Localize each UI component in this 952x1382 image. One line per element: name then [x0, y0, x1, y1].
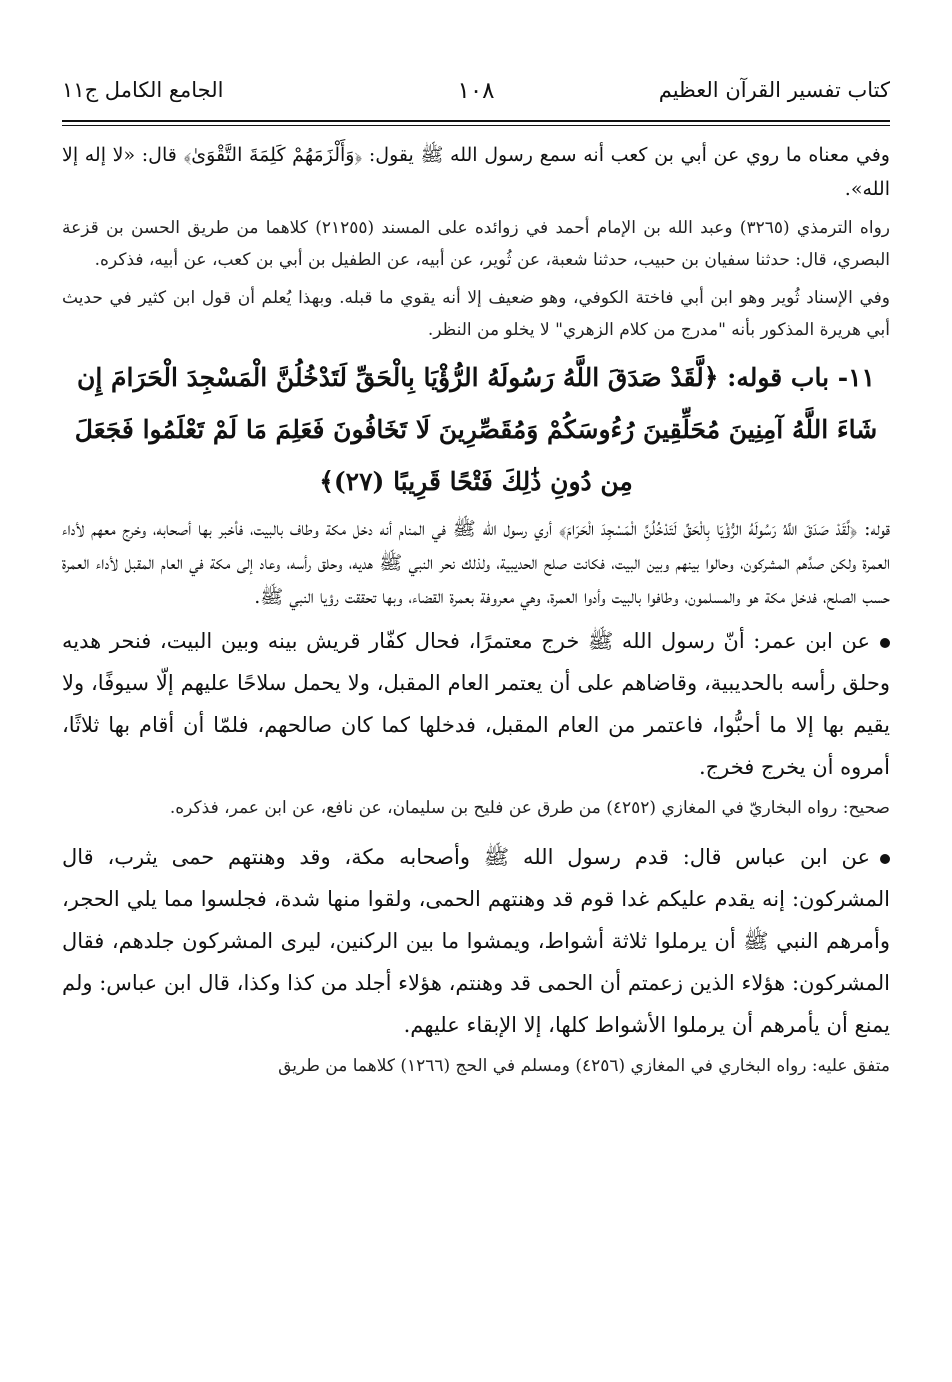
bullet-icon — [880, 854, 890, 864]
paragraph: وفي معناه ما روي عن أبي بن كعب أنه سمع رسول الله ﷺ يقول: ﴿وَأَلْزَمَهُمْ كَلِمَةَ التَّقْوَىٰ﴾ قال: «لا إله إلا الله». — [62, 144, 890, 200]
header-rule-thin — [62, 125, 890, 126]
footnote-paragraph: متفق عليه: رواه البخاري في المغازي (٤٢٥٦) ومسلم في الحج (١٢٦٦) كلاهما من طريق — [278, 1056, 890, 1076]
paragraph: قوله: ﴿لَّقَدْ صَدَقَ اللَّهُ رَسُولَهُ الرُّؤْيَا بِالْحَقِّ لَتَدْخُلُنَّ الْمَسْجِدَ الْحَرَامَ﴾ أري رسول الله ﷺ في المنام أنه دخل مكة وطاف بالبيت، فأخبر بها أصحابه، وخرج معهم لأداء العمرة ولكن صدَّهم المشركون، وحالوا بينهم وبين البيت، فكانت صلح الحديبية، ولذلك نحر النبي ﷺ هديه، وحلق رأسه، وعاد إلى مكة في العام المقبل لأداء العمرة حسب الصلح، فدخل مكة هو والمسلمون، وطافوا بالبيت وأدوا العمرة، وهي معروفة بعمرة القضاء، وبها تحققت رؤيا النبي ﷺ. — [62, 518, 890, 608]
page-body — [62, 138, 890, 1088]
footnote-paragraph: وفي الإسناد ثُوير وهو ابن أبي فاختة الكوفي، وهو ضعيف إلا أنه يقوي ما قبله. وبهذا يُعلم أن قول ابن كثير في حديث أبي هريرة المذكور بأنه "مدرج من كلام الزهري" لا يخلو من النظر. — [62, 288, 890, 340]
hadith-text: عن ابن عمر: أنّ رسول الله ﷺ خرج معتمرًا، فحال كفّار قريش بينه وبين البيت، فنحر هديه وحلق رأسه بالحديبية، وقاضاهم على أن يعتمر العام المقبل، ولا يحمل سلاحًا عليهم إلّا سيوفًا، ولا يقيم بها إلا ما أحبُّوا، فاعتمر من العام المقبل، فدخلها كما كان صالحهم، فلمّا أن أقام بها ثلاثًا، أمروه أن يخرج فخرج. — [62, 629, 890, 779]
hadith-paragraph — [62, 836, 890, 1046]
book-title: كتاب تفسير القرآن العظيم — [658, 78, 890, 102]
running-header — [62, 78, 890, 110]
footnote-paragraph: صحيح: رواه البخاريّ في المغازي (٤٢٥٢) من طرق عن فليح بن سليمان، عن نافع، عن ابن عمر، فذكره. — [169, 798, 890, 818]
volume-title: الجامع الكامل ج١١ — [62, 78, 224, 102]
hadith-paragraph — [62, 620, 890, 788]
quran-verse: ﴿لَّقَدْ صَدَقَ اللَّهُ رَسُولَهُ الرُّؤْيَا بِالْحَقِّ لَتَدْخُلُنَّ الْمَسْجِدَ الْحَرَامَ إِن شَاءَ اللَّهُ آمِنِينَ مُحَلِّقِينَ رُءُوسَكُمْ وَمُقَصِّرِينَ لَا تَخَافُونَ فَعَلِمَ مَا لَمْ تَعْلَمُوا فَجَعَلَ مِن دُونِ ذَٰلِكَ فَتْحًا قَرِيبًا (٢٧)﴾ — [74, 363, 878, 496]
header-rule — [62, 120, 890, 122]
bullet-icon — [880, 638, 890, 648]
section-label: ١١- باب قوله: — [727, 363, 875, 392]
section-heading — [62, 352, 890, 508]
footnote-paragraph: رواه الترمذي (٣٢٦٥) وعبد الله بن الإمام أحمد في زوائده على المسند (٢١٢٥٥) كلاهما من طريق الحسن بن قزعة البصري، قال: حدثنا سفيان بن حبيب، حدثنا شعبة، عن ثُوير، عن أبيه، عن الطفيل بن أبي بن كعب، عن أبيه، فذكره. — [62, 218, 890, 270]
page-number: ١٠٨ — [457, 78, 495, 104]
hadith-text: عن ابن عباس قال: قدم رسول الله ﷺ وأصحابه مكة، وقد وهنتهم حمى يثرب، قال المشركون: إنه يقدم عليكم غدا قوم قد وهنتهم الحمى، ولقوا منها شدة، فجلسوا مما يلي الحجر، وأمرهم النبي ﷺ أن يرملوا ثلاثة أشواط، ويمشوا ما بين الركنين، ليرى المشركون جلدهم، فقال المشركون: هؤلاء الذين زعمتم أن الحمى قد وهنتم، هؤلاء أجلد من كذا وكذا، قال ابن عباس: ولم يمنع أن يأمرهم أن يرملوا الأشواط كلها، إلا الإبقاء عليهم. — [62, 845, 890, 1037]
